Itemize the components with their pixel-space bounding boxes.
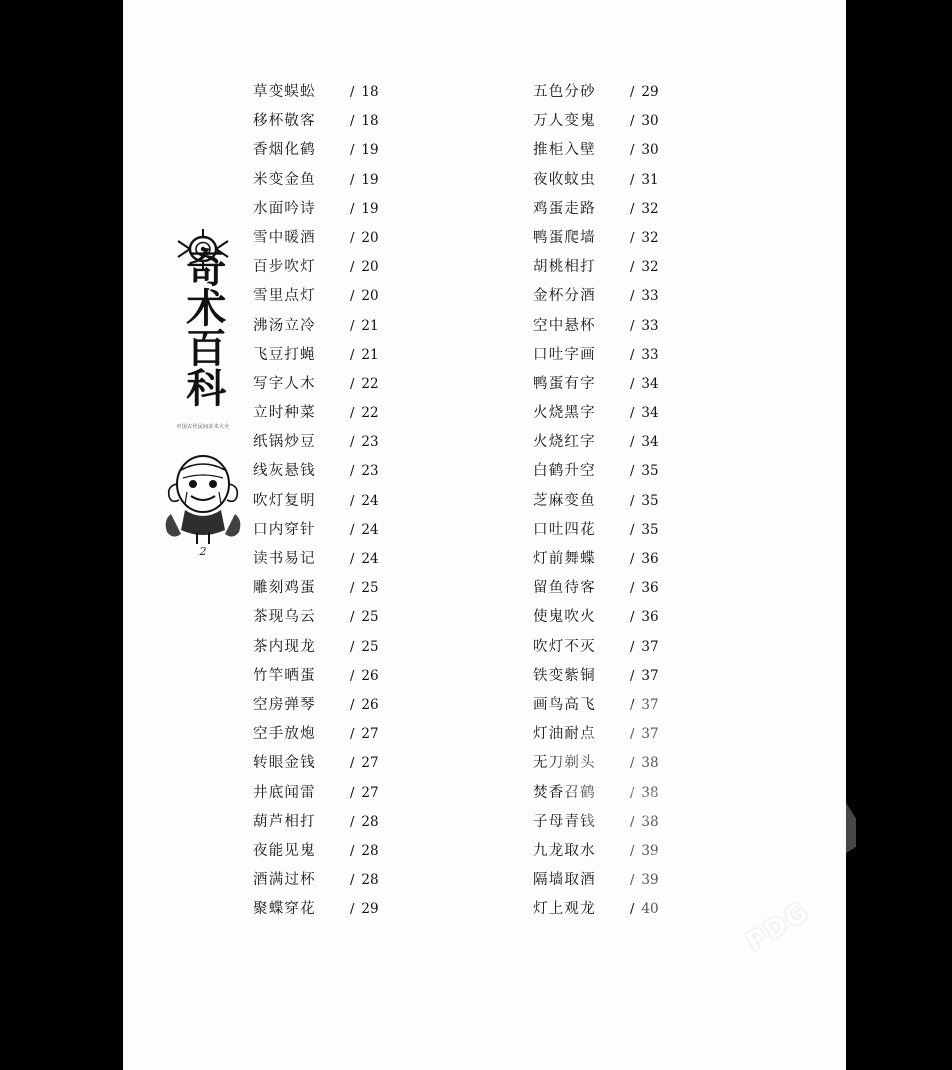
toc-entry-title: 茶现乌云 xyxy=(253,609,316,626)
toc-entry-title: 万人变鬼 xyxy=(533,113,596,130)
toc-entry[interactable] xyxy=(253,314,503,343)
toc-entry-title: 雕刻鸡蛋 xyxy=(253,580,316,597)
toc-entry-title: 九龙取水 xyxy=(533,842,596,859)
toc-entry-title: 纸锅炒豆 xyxy=(253,434,316,451)
toc-entry-title: 火烧黑字 xyxy=(533,405,596,422)
toc-entry-page: 30 xyxy=(641,113,659,130)
toc-entry[interactable] xyxy=(253,343,503,372)
toc-entry-title: 立时种菜 xyxy=(253,405,316,422)
toc-entry[interactable] xyxy=(533,722,783,751)
toc-entry-page: 37 xyxy=(641,696,659,713)
toc-separator: / xyxy=(350,493,355,509)
toc-entry-page: 32 xyxy=(641,200,659,217)
toc-entry-title: 金杯分酒 xyxy=(533,288,596,305)
toc-separator: / xyxy=(350,172,355,188)
toc-entry[interactable] xyxy=(533,605,783,634)
toc-separator: / xyxy=(630,756,635,772)
toc-entry[interactable] xyxy=(533,430,783,459)
toc-entry-title: 写字人木 xyxy=(253,375,316,392)
toc-entry-title: 空手放炮 xyxy=(253,726,316,743)
toc-entry-title: 葫芦相打 xyxy=(253,813,316,830)
toc-entry[interactable] xyxy=(533,897,783,926)
toc-entry[interactable] xyxy=(533,751,783,780)
toc-separator: / xyxy=(630,493,635,509)
toc-entry[interactable] xyxy=(533,138,783,167)
toc-separator: / xyxy=(350,347,355,363)
toc-entry[interactable] xyxy=(253,255,503,284)
toc-separator: / xyxy=(350,201,355,217)
toc-separator: / xyxy=(350,85,355,100)
toc-entry-page: 32 xyxy=(641,259,659,276)
toc-entry[interactable] xyxy=(253,430,503,459)
toc-entry[interactable] xyxy=(253,576,503,605)
toc-entry-page: 34 xyxy=(641,434,659,451)
toc-entry-title: 水面吟诗 xyxy=(253,200,316,217)
toc-separator: / xyxy=(630,639,635,655)
toc-entry-page: 20 xyxy=(361,288,379,305)
toc-entry-page: 32 xyxy=(641,229,659,246)
toc-entry-page: 26 xyxy=(361,667,379,684)
toc-entry-title: 移杯敬客 xyxy=(253,113,316,130)
page-number: 2 xyxy=(199,545,207,558)
toc-separator: / xyxy=(350,464,355,480)
toc-entry-page: 18 xyxy=(361,113,379,130)
toc-entry-title: 草变蜈蚣 xyxy=(253,84,316,100)
toc-entry-page: 39 xyxy=(641,842,659,859)
toc-entry-page: 24 xyxy=(361,492,379,509)
toc-entry[interactable] xyxy=(253,80,503,109)
toc-entry-title: 茶内现龙 xyxy=(253,638,316,655)
toc-separator: / xyxy=(350,318,355,334)
toc-separator: / xyxy=(350,289,355,305)
toc-separator: / xyxy=(350,376,355,392)
toc-entry-title: 灯油耐点 xyxy=(533,726,596,743)
toc-entry-title: 铁变紫铜 xyxy=(533,667,596,684)
toc-entry-title: 空房弹琴 xyxy=(253,696,316,713)
toc-separator: / xyxy=(350,785,355,801)
toc-separator: / xyxy=(630,902,635,918)
toc-entry-page: 22 xyxy=(361,405,379,422)
toc-entry-page: 34 xyxy=(641,375,659,392)
toc-entry[interactable] xyxy=(533,664,783,693)
toc-entry-page: 30 xyxy=(641,142,659,159)
toc-entry-title: 转眼金钱 xyxy=(253,755,316,772)
toc-separator: / xyxy=(350,843,355,859)
toc-entry[interactable] xyxy=(253,284,503,313)
toc-separator: / xyxy=(350,260,355,276)
toc-entry-page: 31 xyxy=(641,171,659,188)
toc-entry[interactable] xyxy=(533,576,783,605)
toc-entry-page: 35 xyxy=(641,463,659,480)
toc-entry-page: 24 xyxy=(361,551,379,567)
toc-separator: / xyxy=(350,114,355,130)
toc-entry-title: 吹灯复明 xyxy=(253,492,316,509)
toc-entry[interactable] xyxy=(533,197,783,226)
toc-entry[interactable] xyxy=(253,168,503,197)
toc-entry[interactable] xyxy=(533,255,783,284)
toc-entry[interactable] xyxy=(533,459,783,488)
toc-entry[interactable] xyxy=(253,401,503,430)
toc-entry-page: 37 xyxy=(641,726,659,743)
toc-separator: / xyxy=(630,435,635,451)
toc-entry-page: 35 xyxy=(641,521,659,538)
toc-entry[interactable] xyxy=(533,518,783,547)
toc-entry[interactable] xyxy=(253,138,503,167)
toc-entry[interactable] xyxy=(533,343,783,372)
toc-separator: / xyxy=(350,581,355,597)
toc-entry-page: 19 xyxy=(361,142,379,159)
toc-entry-title: 焚香召鹤 xyxy=(533,784,596,801)
toc-separator: / xyxy=(350,522,355,538)
toc-entry-title: 口吐字画 xyxy=(533,346,596,363)
toc-separator: / xyxy=(350,143,355,159)
toc-entry-page: 33 xyxy=(641,346,659,363)
toc-entry-title: 无刀剃头 xyxy=(533,755,596,772)
toc-separator: / xyxy=(630,843,635,859)
toc-entry-page: 37 xyxy=(641,638,659,655)
toc-entry[interactable] xyxy=(253,489,503,518)
toc-entry-title: 线灰悬钱 xyxy=(253,463,316,480)
toc-separator: / xyxy=(350,902,355,918)
toc-entry-title: 五色分砂 xyxy=(533,84,596,100)
toc-entry[interactable] xyxy=(533,810,783,839)
toc-separator: / xyxy=(630,289,635,305)
scanned-page xyxy=(123,0,846,1070)
toc-entry-title: 飞豆打蝇 xyxy=(253,346,316,363)
toc-entry-title: 夜能见鬼 xyxy=(253,842,316,859)
toc-separator: / xyxy=(350,814,355,830)
toc-entry-page: 35 xyxy=(641,492,659,509)
toc-separator: / xyxy=(350,668,355,684)
toc-entry-page: 18 xyxy=(361,84,379,100)
toc-column-left xyxy=(253,80,503,926)
toc-entry-title: 百步吹灯 xyxy=(253,259,316,276)
toc-entry[interactable] xyxy=(253,810,503,839)
toc-separator: / xyxy=(350,873,355,889)
toc-entry[interactable] xyxy=(253,751,503,780)
toc-separator: / xyxy=(350,552,355,567)
toc-entry-title: 芝麻变鱼 xyxy=(533,492,596,509)
toc-entry-title: 子母青钱 xyxy=(533,813,596,830)
toc-separator: / xyxy=(630,201,635,217)
toc-entry-title: 鸡蛋走路 xyxy=(533,200,596,217)
toc-entry[interactable] xyxy=(533,781,783,810)
toc-entry[interactable] xyxy=(533,839,783,868)
toc-entry-title: 吹灯不灭 xyxy=(533,638,596,655)
toc-separator: / xyxy=(630,114,635,130)
toc-entry-page: 27 xyxy=(361,726,379,743)
toc-entry-page: 29 xyxy=(361,901,379,918)
toc-separator: / xyxy=(630,727,635,743)
toc-entry-title: 火烧红字 xyxy=(533,434,596,451)
toc-entry-page: 33 xyxy=(641,317,659,334)
toc-entry[interactable] xyxy=(533,489,783,518)
toc-separator: / xyxy=(630,522,635,538)
toc-separator: / xyxy=(630,464,635,480)
toc-separator: / xyxy=(350,756,355,772)
toc-entry-page: 36 xyxy=(641,580,659,597)
toc-entry-page: 21 xyxy=(361,346,379,363)
toc-entry-title: 口吐四花 xyxy=(533,521,596,538)
toc-entry-title: 竹竿晒蛋 xyxy=(253,667,316,684)
toc-entry-page: 34 xyxy=(641,405,659,422)
toc-entry-page: 27 xyxy=(361,784,379,801)
toc-entry-page: 39 xyxy=(641,872,659,889)
toc-entry-title: 酒满过杯 xyxy=(253,872,316,889)
toc-separator: / xyxy=(630,318,635,334)
toc-entry[interactable] xyxy=(533,635,783,664)
toc-entry[interactable] xyxy=(253,547,503,576)
toc-separator: / xyxy=(630,376,635,392)
book-title-art xyxy=(153,205,253,538)
toc-separator: / xyxy=(630,785,635,801)
toc-separator: / xyxy=(630,610,635,626)
toc-entry-title: 鸭蛋爬墙 xyxy=(533,229,596,246)
toc-entry[interactable] xyxy=(533,372,783,401)
toc-entry-title: 沸汤立冷 xyxy=(253,317,316,334)
toc-separator: / xyxy=(350,406,355,422)
toc-entry-page: 23 xyxy=(361,463,379,480)
toc-entry-page: 20 xyxy=(361,259,379,276)
toc-separator: / xyxy=(630,581,635,597)
toc-entry[interactable] xyxy=(253,781,503,810)
toc-separator: / xyxy=(630,172,635,188)
toc-entry-title: 鸭蛋有字 xyxy=(533,375,596,392)
toc-entry[interactable] xyxy=(533,868,783,897)
book-title: 奇术百科 xyxy=(179,246,227,407)
toc-entry-page: 25 xyxy=(361,638,379,655)
toc-entry-title: 香烟化鹤 xyxy=(253,142,316,159)
toc-separator: / xyxy=(350,435,355,451)
toc-entry[interactable] xyxy=(253,226,503,255)
toc-separator: / xyxy=(350,230,355,246)
toc-separator: / xyxy=(630,668,635,684)
toc-entry[interactable] xyxy=(533,314,783,343)
toc-entry-page: 38 xyxy=(641,755,659,772)
toc-entry-page: 27 xyxy=(361,755,379,772)
toc-entry[interactable] xyxy=(253,897,503,926)
toc-entry[interactable] xyxy=(253,635,503,664)
toc-entry-page: 25 xyxy=(361,580,379,597)
toc-entry-page: 26 xyxy=(361,696,379,713)
toc-entry-title: 夜收蚊虫 xyxy=(533,171,596,188)
toc-entry-page: 23 xyxy=(361,434,379,451)
toc-separator: / xyxy=(350,639,355,655)
toc-entry-page: 28 xyxy=(361,842,379,859)
toc-entry[interactable] xyxy=(253,693,503,722)
toc-entry[interactable] xyxy=(253,459,503,488)
toc-entry[interactable] xyxy=(533,547,783,576)
toc-entry-page: 36 xyxy=(641,609,659,626)
toc-entry-title: 胡桃相打 xyxy=(533,259,596,276)
toc-entry-title: 使鬼吹火 xyxy=(533,609,596,626)
toc-entry-title: 留鱼待客 xyxy=(533,580,596,597)
toc-separator: / xyxy=(630,697,635,713)
toc-entry-page: 38 xyxy=(641,784,659,801)
toc-entry[interactable] xyxy=(533,401,783,430)
toc-entry[interactable] xyxy=(253,722,503,751)
toc-separator: / xyxy=(630,406,635,422)
toc-separator: / xyxy=(630,230,635,246)
mask-icon xyxy=(157,448,249,548)
toc-entry-title: 白鹤升空 xyxy=(533,463,596,480)
toc-entry-page: 38 xyxy=(641,813,659,830)
toc-entry-title: 口内穿针 xyxy=(253,521,316,538)
toc-entry[interactable] xyxy=(253,868,503,897)
mask-illustration xyxy=(153,448,253,538)
toc-entry-page: 37 xyxy=(641,667,659,684)
toc-entry-page: 19 xyxy=(361,200,379,217)
toc-entry-title: 聚蝶穿花 xyxy=(253,901,316,918)
toc-separator: / xyxy=(630,347,635,363)
toc-entry-page: 20 xyxy=(361,229,379,246)
toc-entry-page: 28 xyxy=(361,872,379,889)
toc-entry-title: 隔墙取酒 xyxy=(533,872,596,889)
toc-separator: / xyxy=(630,260,635,276)
toc-separator: / xyxy=(350,727,355,743)
toc-entry-page: 19 xyxy=(361,171,379,188)
toc-entry-page: 24 xyxy=(361,521,379,538)
toc-entry[interactable] xyxy=(253,372,503,401)
toc-entry-title: 雪里点灯 xyxy=(253,288,316,305)
toc-separator: / xyxy=(630,873,635,889)
toc-entry[interactable] xyxy=(533,168,783,197)
toc-entry-page: 33 xyxy=(641,288,659,305)
toc-entry-page: 29 xyxy=(641,84,659,100)
toc-entry-title: 空中悬杯 xyxy=(533,317,596,334)
toc-entry[interactable] xyxy=(253,664,503,693)
toc-entry[interactable] xyxy=(533,284,783,313)
toc-entry[interactable] xyxy=(253,197,503,226)
toc-entry-title: 雪中暖酒 xyxy=(253,229,316,246)
toc-separator: / xyxy=(630,85,635,100)
toc-entry-page: 36 xyxy=(641,551,659,567)
toc-entry-page: 21 xyxy=(361,317,379,334)
toc-entry[interactable] xyxy=(533,693,783,722)
toc-entry[interactable] xyxy=(533,109,783,138)
toc-entry-title: 灯上观龙 xyxy=(533,901,596,918)
toc-entry-page: 40 xyxy=(641,901,659,918)
toc-entry[interactable] xyxy=(533,226,783,255)
toc-entry[interactable] xyxy=(253,605,503,634)
toc-entry[interactable] xyxy=(533,80,783,109)
toc-entry[interactable] xyxy=(253,839,503,868)
toc-entry-page: 22 xyxy=(361,375,379,392)
toc-entry[interactable] xyxy=(253,109,503,138)
toc-entry-title: 米变金鱼 xyxy=(253,171,316,188)
toc-entry-title: 读书易记 xyxy=(253,551,316,567)
toc-entry-title: 推柜入壁 xyxy=(533,142,596,159)
watermark-label: PDG xyxy=(741,896,815,958)
toc-entry-title: 灯前舞蝶 xyxy=(533,551,596,567)
toc-entry-title: 画鸟高飞 xyxy=(533,696,596,713)
toc-entry-title: 井底闻雷 xyxy=(253,784,316,801)
toc-column-right xyxy=(533,80,783,926)
toc-entry-page: 25 xyxy=(361,609,379,626)
toc-separator: / xyxy=(630,143,635,159)
toc-separator: / xyxy=(630,814,635,830)
toc-separator: / xyxy=(350,697,355,713)
toc-entry[interactable] xyxy=(253,518,503,547)
toc-entry-page: 28 xyxy=(361,813,379,830)
toc-separator: / xyxy=(630,552,635,567)
toc-separator: / xyxy=(350,610,355,626)
book-subtitle: 中国古代民间奇术大全 xyxy=(176,424,230,430)
